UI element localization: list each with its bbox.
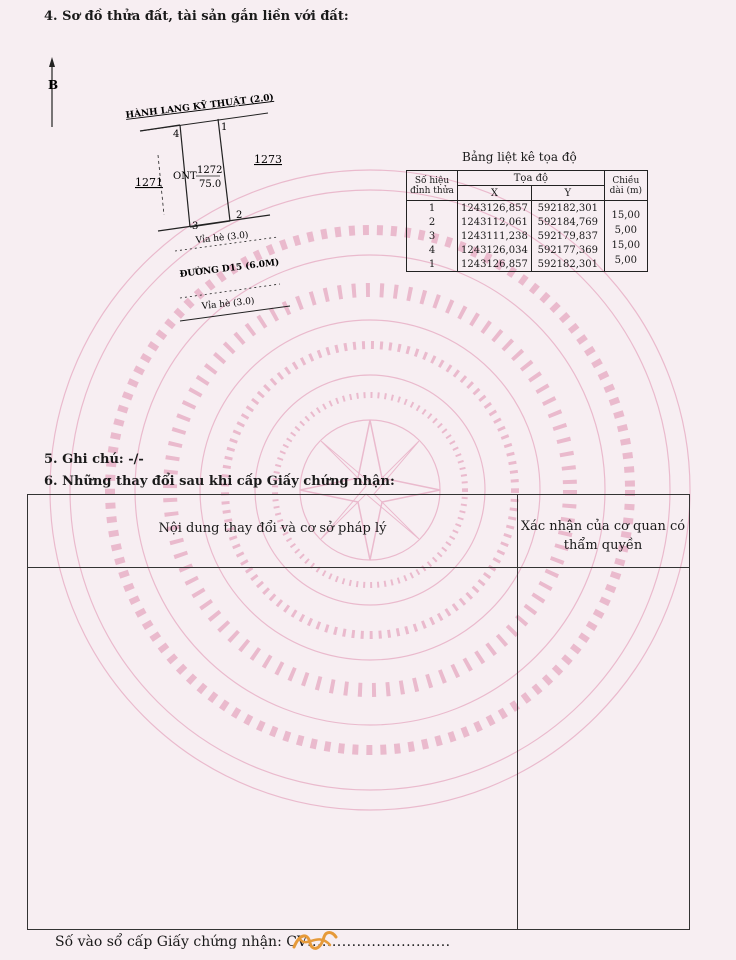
col-vertex-header: Số hiệu đỉnh thửa (407, 171, 458, 201)
north-label: B (48, 78, 59, 92)
section-5-heading: 5. Ghi chú: -/- (44, 452, 144, 467)
parcel-area: 75.0 (199, 179, 222, 190)
footer-dots: ............................. (307, 934, 451, 950)
col-confirm-header: Xác nhận của cơ quan có thẩm quyền (520, 519, 686, 553)
coord-table-title: Bảng liệt kê tọa độ (462, 150, 577, 164)
section-4-heading: 4. Sơ đồ thửa đất, tài sản gắn liền với đất: (44, 9, 349, 24)
vertex-4: 4 (173, 129, 180, 140)
footer-value: CV (286, 934, 308, 950)
handwritten-mark-icon (290, 925, 340, 955)
vertex-2: 2 (236, 210, 243, 221)
table-row: 1 1243126,857 592182,301 15,00 5,00 15,00 5,00 (407, 201, 648, 216)
header-divider (28, 567, 689, 568)
col-length-header: Chiều dài (m) (604, 171, 647, 201)
coordinate-table (406, 170, 648, 272)
changes-table (27, 494, 690, 930)
sidewalk-bottom-label: Vỉa hè (3.0) (201, 296, 255, 312)
road-label: ĐƯỜNG D15 (6.0M) (179, 257, 280, 280)
parcel-sketch (40, 55, 340, 335)
right-parcel-number: 1273 (254, 153, 282, 166)
table-row: 1 1243126,857 592182,301 (407, 257, 648, 272)
corridor-label: HÀNH LANG KỸ THUẬT (2.0) (125, 92, 275, 121)
col-content-header: Nội dung thay đổi và cơ sở pháp lý (158, 521, 387, 536)
table-row: 4 1243126,034 592177,369 (407, 243, 648, 257)
vertex-1: 1 (221, 122, 228, 133)
sidewalk-top-label: Vỉa hè (3.0) (195, 230, 249, 246)
parcel-number: 1272 (197, 165, 223, 176)
land-use-code: ONT (173, 171, 197, 182)
col-x-header: X (458, 186, 532, 201)
footer-certificate-number (55, 934, 451, 950)
section-6-heading: 6. Những thay đổi sau khi cấp Giấy chứng nhận: (44, 474, 395, 489)
length-cell: 15,00 5,00 15,00 5,00 (604, 201, 647, 272)
north-arrow-icon (49, 57, 55, 127)
footer-label: Số vào sổ cấp Giấy chứng nhận: (55, 934, 282, 950)
col-coords-header: Tọa độ (458, 171, 605, 186)
table-row: 3 1243111,238 592179,837 (407, 229, 648, 243)
vertex-3: 3 (192, 221, 199, 232)
table-row: 2 1243112,061 592184,769 (407, 215, 648, 229)
left-parcel-number: 1271 (135, 176, 163, 189)
column-divider (517, 495, 518, 929)
col-y-header: Y (531, 186, 604, 201)
